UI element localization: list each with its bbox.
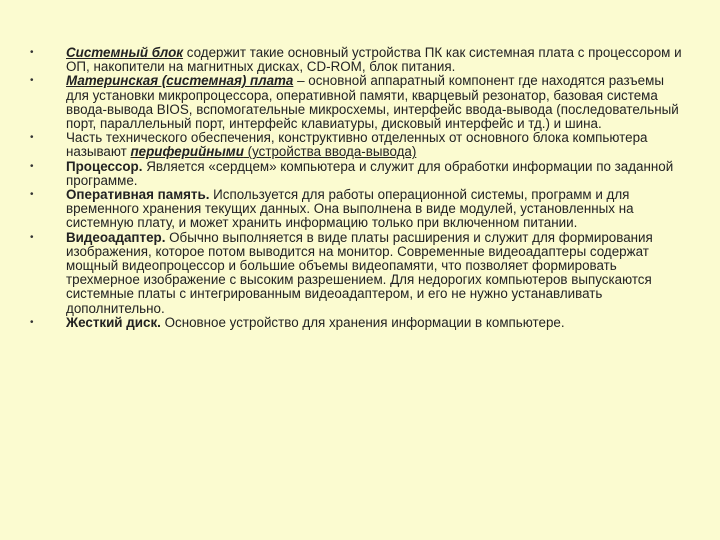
bullet-text	[66, 316, 690, 330]
description: Основное устройство для хранения информации в компьютере.	[160, 314, 565, 330]
description: Обычно выполняется в виде платы расширения и служит для формирования изображения, которое потом выводится на монитор. Современные видеоадаптеры содержат мощный видеопроцессор и большие объемы видеопамяти, что позволяет формировать трехмерное изображение с высоким разрешением. Для недорогих компьютеров выпускаются системные платы с интегрированным видеоадаптером, и его не нужно устанавливать дополнительно.	[66, 229, 653, 316]
bullet-item-processor	[30, 160, 690, 188]
bullet-list	[30, 46, 690, 330]
bullet-dot-icon: •	[30, 47, 34, 58]
bullet-text	[66, 160, 690, 188]
description: содержит такие основный устройства ПК как системная плата с процессором и ОП, накопители на магнитных дисках, CD-ROM, блок питания.	[66, 45, 682, 75]
bullet-dot-icon: •	[30, 132, 34, 144]
bullet-dot-icon: •	[30, 160, 34, 172]
bullet-text	[66, 231, 690, 316]
bullet-item-ram	[30, 188, 690, 231]
bullet-dot-icon: •	[30, 231, 34, 243]
term-hard-disk: Жесткий диск.	[66, 314, 161, 330]
bullet-item-video-adapter	[30, 231, 690, 316]
description: Используется для работы операционной системы, программ и для временного хранения текущих данных. Она выполнена в виде модулей, установленных на системную плату, и может хранить информацию только при включенном питании.	[66, 187, 634, 231]
bullet-item-system-unit	[30, 46, 690, 74]
bullet-item-motherboard	[30, 74, 690, 131]
term-motherboard: Материнская (системная) плата	[66, 73, 294, 89]
bullet-item-peripherals	[30, 131, 690, 159]
term-ram: Оперативная память.	[66, 187, 210, 203]
bullet-dot-icon: •	[30, 75, 34, 87]
description: Является «сердцем» компьютера и служит для обработки информации по заданной программе.	[66, 158, 674, 188]
bullet-dot-icon: •	[30, 189, 34, 201]
bullet-text	[66, 131, 690, 159]
term-processor: Процессор.	[66, 158, 143, 174]
bullet-text	[66, 188, 690, 231]
description-lead: Часть технического обеспечения, конструктивно отделенных от основного блока компьютера называют	[66, 130, 648, 160]
bullet-text	[66, 46, 690, 74]
bullet-text	[66, 74, 690, 131]
term-video-adapter: Видеоадаптер.	[66, 229, 166, 245]
bullet-item-hard-disk	[30, 316, 690, 330]
term-system-unit: Системный блок	[66, 45, 184, 60]
bullet-dot-icon: •	[30, 316, 34, 328]
description-trail: (устройства ввода-вывода)	[243, 144, 417, 160]
term-peripherals: периферийными	[130, 144, 244, 160]
description: – основной аппаратный компонент где находятся разъемы для установки микропроцессора, оперативной памяти, кварцевый резонатор, базовая система ввода-вывода BIOS, вспомогательные микросхемы, интерфейс ввода-вывода (последовательный порт, параллельный порт, интерфейс клавиатуры, дисковый интерфейс и тд.) и шина.	[66, 73, 679, 132]
